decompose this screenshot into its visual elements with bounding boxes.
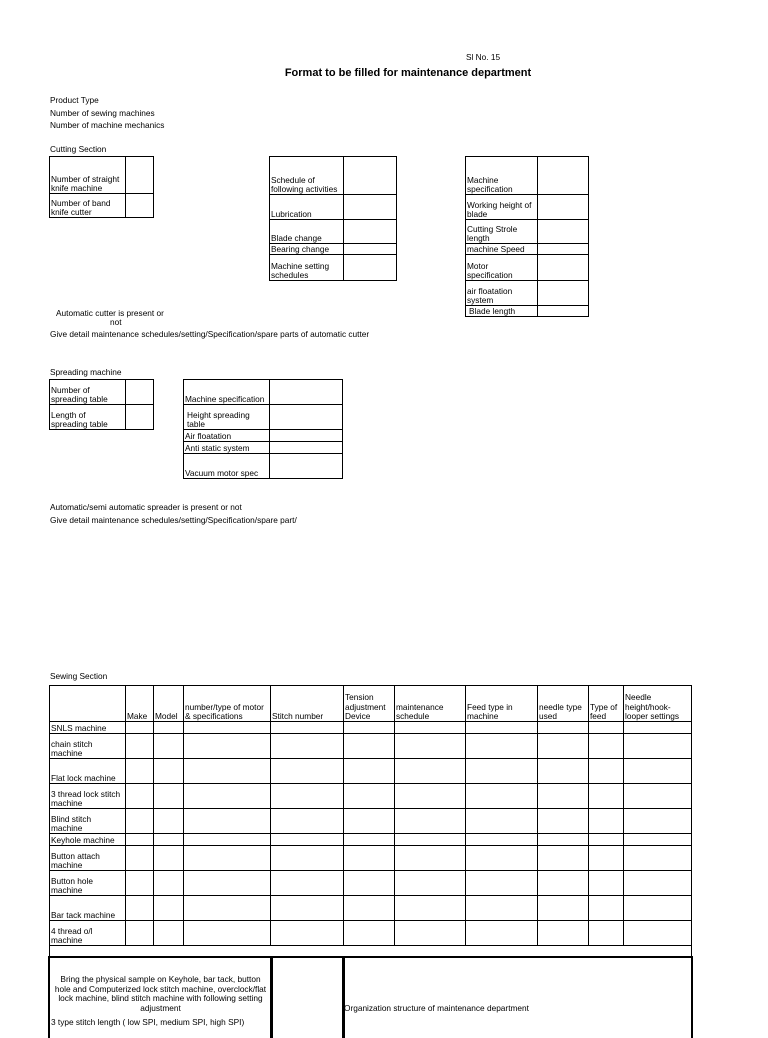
automatic-cutter-question-cont: not (110, 317, 122, 327)
mechanics-count-label: Number of machine mechanics (50, 120, 165, 130)
spreading-spec-table (183, 379, 343, 479)
input-cell[interactable] (154, 834, 184, 846)
input-cell[interactable] (126, 380, 154, 405)
input-cell[interactable] (344, 734, 395, 759)
input-cell[interactable] (538, 244, 589, 255)
input-cell[interactable] (624, 896, 692, 921)
table-row (50, 759, 692, 784)
col-header-tension: Tension adjustment Device (344, 686, 395, 722)
input-cell[interactable] (344, 784, 395, 809)
input-cell[interactable] (270, 442, 343, 454)
automatic-spreader-question: Automatic/semi automatic spreader is present or not (50, 502, 242, 512)
input-cell[interactable] (466, 871, 538, 896)
col-header-feed-type: Feed type in machine (466, 686, 538, 722)
cell-label: Length of spreading table (50, 405, 126, 430)
input-cell[interactable] (624, 759, 692, 784)
row-label: chain stitch machine (50, 734, 126, 759)
input-cell[interactable] (154, 722, 184, 734)
input-cell[interactable] (271, 809, 344, 834)
cell-label: Number of band knife cutter (50, 194, 126, 218)
stitch-length-text: 3 type stitch length ( low SPI, medium SPI, high SPI) (51, 1017, 245, 1027)
col-header-needle-type: needle type used (538, 686, 589, 722)
col-header-needle-height: Needle height/hook-looper settings (624, 686, 692, 722)
input-cell[interactable] (271, 734, 344, 759)
org-structure-text: Organization structure of maintenance department (344, 1003, 529, 1013)
sewing-machines-table (49, 685, 692, 958)
col-header-model: Model (154, 686, 184, 722)
cell-label: Machine specification (184, 380, 270, 405)
cell-label: machine Speed (466, 244, 538, 255)
serial-number: Sl No. 15 (466, 52, 501, 62)
table-row (50, 834, 692, 846)
col-header-stitch-number: Stitch number (271, 686, 344, 722)
input-cell[interactable] (589, 921, 624, 946)
input-cell[interactable] (624, 846, 692, 871)
input-cell[interactable] (466, 809, 538, 834)
input-cell[interactable] (395, 759, 466, 784)
input-cell[interactable] (624, 784, 692, 809)
input-cell[interactable] (126, 734, 154, 759)
input-cell[interactable] (270, 430, 343, 442)
row-label: Bar tack machine (50, 896, 126, 921)
input-cell[interactable] (589, 759, 624, 784)
cutting-count-table (49, 156, 154, 218)
sample-input-box[interactable] (270, 956, 345, 1038)
sewing-machines-count-label: Number of sewing machines (50, 108, 155, 118)
input-cell[interactable] (395, 834, 466, 846)
input-cell[interactable] (184, 846, 271, 871)
input-cell[interactable] (126, 784, 154, 809)
input-cell[interactable] (126, 896, 154, 921)
input-cell[interactable] (538, 306, 589, 317)
row-label: Blind stitch machine (50, 809, 126, 834)
input-cell[interactable] (126, 759, 154, 784)
input-cell[interactable] (395, 921, 466, 946)
cell-label: Cutting Strole length (466, 220, 538, 244)
cell-label: Blade change (270, 220, 344, 244)
input-cell[interactable] (154, 734, 184, 759)
automatic-spreader-detail: Give detail maintenance schedules/setting/Specification/spare part/ (50, 515, 297, 525)
input-cell[interactable] (538, 281, 589, 306)
automatic-cutter-question: Automatic cutter is present or (56, 308, 164, 318)
cell-label: Motor specification (466, 255, 538, 281)
input-cell[interactable] (271, 784, 344, 809)
product-type-label: Product Type (50, 95, 99, 105)
input-cell[interactable] (184, 834, 271, 846)
input-cell[interactable] (270, 380, 343, 405)
input-cell[interactable] (154, 809, 184, 834)
input-cell[interactable] (154, 846, 184, 871)
input-cell[interactable] (538, 921, 589, 946)
input-cell[interactable] (538, 722, 589, 734)
cell-label: Number of straight knife machine (50, 157, 126, 194)
input-cell[interactable] (344, 255, 397, 281)
row-label: 4 thread o/l machine (50, 921, 126, 946)
input-cell[interactable] (126, 846, 154, 871)
input-cell[interactable] (589, 834, 624, 846)
input-cell[interactable] (395, 784, 466, 809)
table-row (50, 784, 692, 809)
col-header-maintenance: maintenance schedule (395, 686, 466, 722)
input-cell[interactable] (271, 896, 344, 921)
input-cell[interactable] (344, 157, 397, 195)
input-cell[interactable] (538, 255, 589, 281)
cell-label: Height spreading table (184, 405, 270, 430)
input-cell[interactable] (271, 722, 344, 734)
input-cell[interactable] (395, 846, 466, 871)
input-cell[interactable] (538, 834, 589, 846)
physical-sample-text: Bring the physical sample on Keyhole, bar tack, button hole and Computerized lock stitch machine, overclock/flat lock machine, blind stitch machine with following setting adjustment (54, 974, 267, 1013)
input-cell[interactable] (154, 784, 184, 809)
row-label: Button hole machine (50, 871, 126, 896)
row-label: 3 thread lock stitch machine (50, 784, 126, 809)
cutting-section-heading: Cutting Section (50, 144, 107, 154)
input-cell[interactable] (589, 734, 624, 759)
input-cell[interactable] (154, 896, 184, 921)
cell-label: Working height of blade (466, 195, 538, 220)
input-cell[interactable] (624, 921, 692, 946)
sewing-section-heading: Sewing Section (50, 671, 108, 681)
input-cell[interactable] (126, 405, 154, 430)
input-cell[interactable] (466, 784, 538, 809)
input-cell[interactable] (395, 734, 466, 759)
table-row (50, 896, 692, 921)
spreading-heading: Spreading machine (50, 367, 122, 377)
cell-label: Blade length (466, 306, 538, 317)
table-row (50, 846, 692, 871)
input-cell[interactable] (344, 759, 395, 784)
input-cell[interactable] (184, 759, 271, 784)
input-cell[interactable] (184, 896, 271, 921)
col-header-make: Make (126, 686, 154, 722)
input-cell[interactable] (538, 157, 589, 195)
input-cell[interactable] (624, 871, 692, 896)
input-cell[interactable] (154, 759, 184, 784)
org-structure-box (342, 956, 693, 1038)
cell-label: Number of spreading table (50, 380, 126, 405)
row-label: Button attach machine (50, 846, 126, 871)
cell-label: Machine specification (466, 157, 538, 195)
input-cell[interactable] (344, 921, 395, 946)
input-cell[interactable] (466, 734, 538, 759)
input-cell[interactable] (395, 896, 466, 921)
input-cell[interactable] (184, 734, 271, 759)
input-cell[interactable] (344, 846, 395, 871)
cell-label: Bearing change (270, 244, 344, 255)
input-cell[interactable] (270, 405, 343, 430)
input-cell[interactable] (624, 734, 692, 759)
input-cell[interactable] (466, 846, 538, 871)
cell-label: air floatation system (466, 281, 538, 306)
input-cell[interactable] (184, 784, 271, 809)
input-cell[interactable] (589, 871, 624, 896)
row-label: SNLS machine (50, 722, 126, 734)
table-row (50, 722, 692, 734)
input-cell[interactable] (624, 809, 692, 834)
table-row (50, 734, 692, 759)
input-cell[interactable] (126, 809, 154, 834)
input-cell[interactable] (344, 809, 395, 834)
input-cell[interactable] (126, 871, 154, 896)
input-cell[interactable] (126, 722, 154, 734)
input-cell[interactable] (589, 896, 624, 921)
input-cell[interactable] (466, 722, 538, 734)
input-cell[interactable] (589, 784, 624, 809)
input-cell[interactable] (184, 921, 271, 946)
cell-label: Lubrication (270, 195, 344, 220)
input-cell[interactable] (344, 834, 395, 846)
input-cell[interactable] (271, 846, 344, 871)
input-cell[interactable] (344, 244, 397, 255)
input-cell[interactable] (271, 759, 344, 784)
input-cell[interactable] (538, 759, 589, 784)
input-cell[interactable] (624, 834, 692, 846)
cell-label: Machine setting schedules (270, 255, 344, 281)
cell-label: Air floatation (184, 430, 270, 442)
table-row (50, 809, 692, 834)
input-cell[interactable] (538, 846, 589, 871)
input-cell[interactable] (126, 921, 154, 946)
col-header-type-of-feed: Type of feed (589, 686, 624, 722)
input-cell[interactable] (126, 834, 154, 846)
input-cell[interactable] (538, 896, 589, 921)
input-cell[interactable] (271, 921, 344, 946)
cutting-schedule-table (269, 156, 397, 281)
input-cell[interactable] (395, 871, 466, 896)
input-cell[interactable] (466, 834, 538, 846)
input-cell[interactable] (184, 722, 271, 734)
cell-label: Schedule of following activities (270, 157, 344, 195)
col-header-motor: number/type of motor & specifications (184, 686, 271, 722)
cell-label: Anti static system (184, 442, 270, 454)
input-cell[interactable] (589, 846, 624, 871)
input-cell[interactable] (466, 896, 538, 921)
input-cell[interactable] (154, 921, 184, 946)
input-cell[interactable] (466, 759, 538, 784)
input-cell[interactable] (589, 722, 624, 734)
input-cell[interactable] (271, 834, 344, 846)
input-cell[interactable] (184, 809, 271, 834)
input-cell[interactable] (538, 220, 589, 244)
cell-label: Vacuum motor spec (184, 454, 270, 479)
page-title: Format to be filled for maintenance department (284, 67, 532, 79)
table-row (50, 871, 692, 896)
input-cell[interactable] (154, 871, 184, 896)
input-cell[interactable] (538, 734, 589, 759)
input-cell[interactable] (126, 157, 154, 194)
input-cell[interactable] (589, 809, 624, 834)
table-row (50, 921, 692, 946)
input-cell[interactable] (624, 722, 692, 734)
spreading-count-table (49, 379, 154, 430)
automatic-cutter-detail: Give detail maintenance schedules/setting/Specification/spare parts of automatic cutter (50, 329, 370, 339)
col-header (50, 686, 126, 722)
row-label: Keyhole machine (50, 834, 126, 846)
input-cell[interactable] (344, 722, 395, 734)
input-cell[interactable] (344, 195, 397, 220)
input-cell[interactable] (538, 871, 589, 896)
cutting-spec-table (465, 156, 589, 317)
input-cell[interactable] (344, 220, 397, 244)
input-cell[interactable] (538, 809, 589, 834)
input-cell[interactable] (395, 809, 466, 834)
input-cell[interactable] (395, 722, 466, 734)
input-cell[interactable] (538, 784, 589, 809)
physical-sample-box (48, 956, 273, 1038)
input-cell[interactable] (271, 871, 344, 896)
input-cell[interactable] (184, 871, 271, 896)
input-cell[interactable] (126, 194, 154, 218)
input-cell[interactable] (538, 195, 589, 220)
input-cell[interactable] (344, 896, 395, 921)
input-cell[interactable] (344, 871, 395, 896)
input-cell[interactable] (466, 921, 538, 946)
row-label: Flat lock machine (50, 759, 126, 784)
input-cell[interactable] (270, 454, 343, 479)
